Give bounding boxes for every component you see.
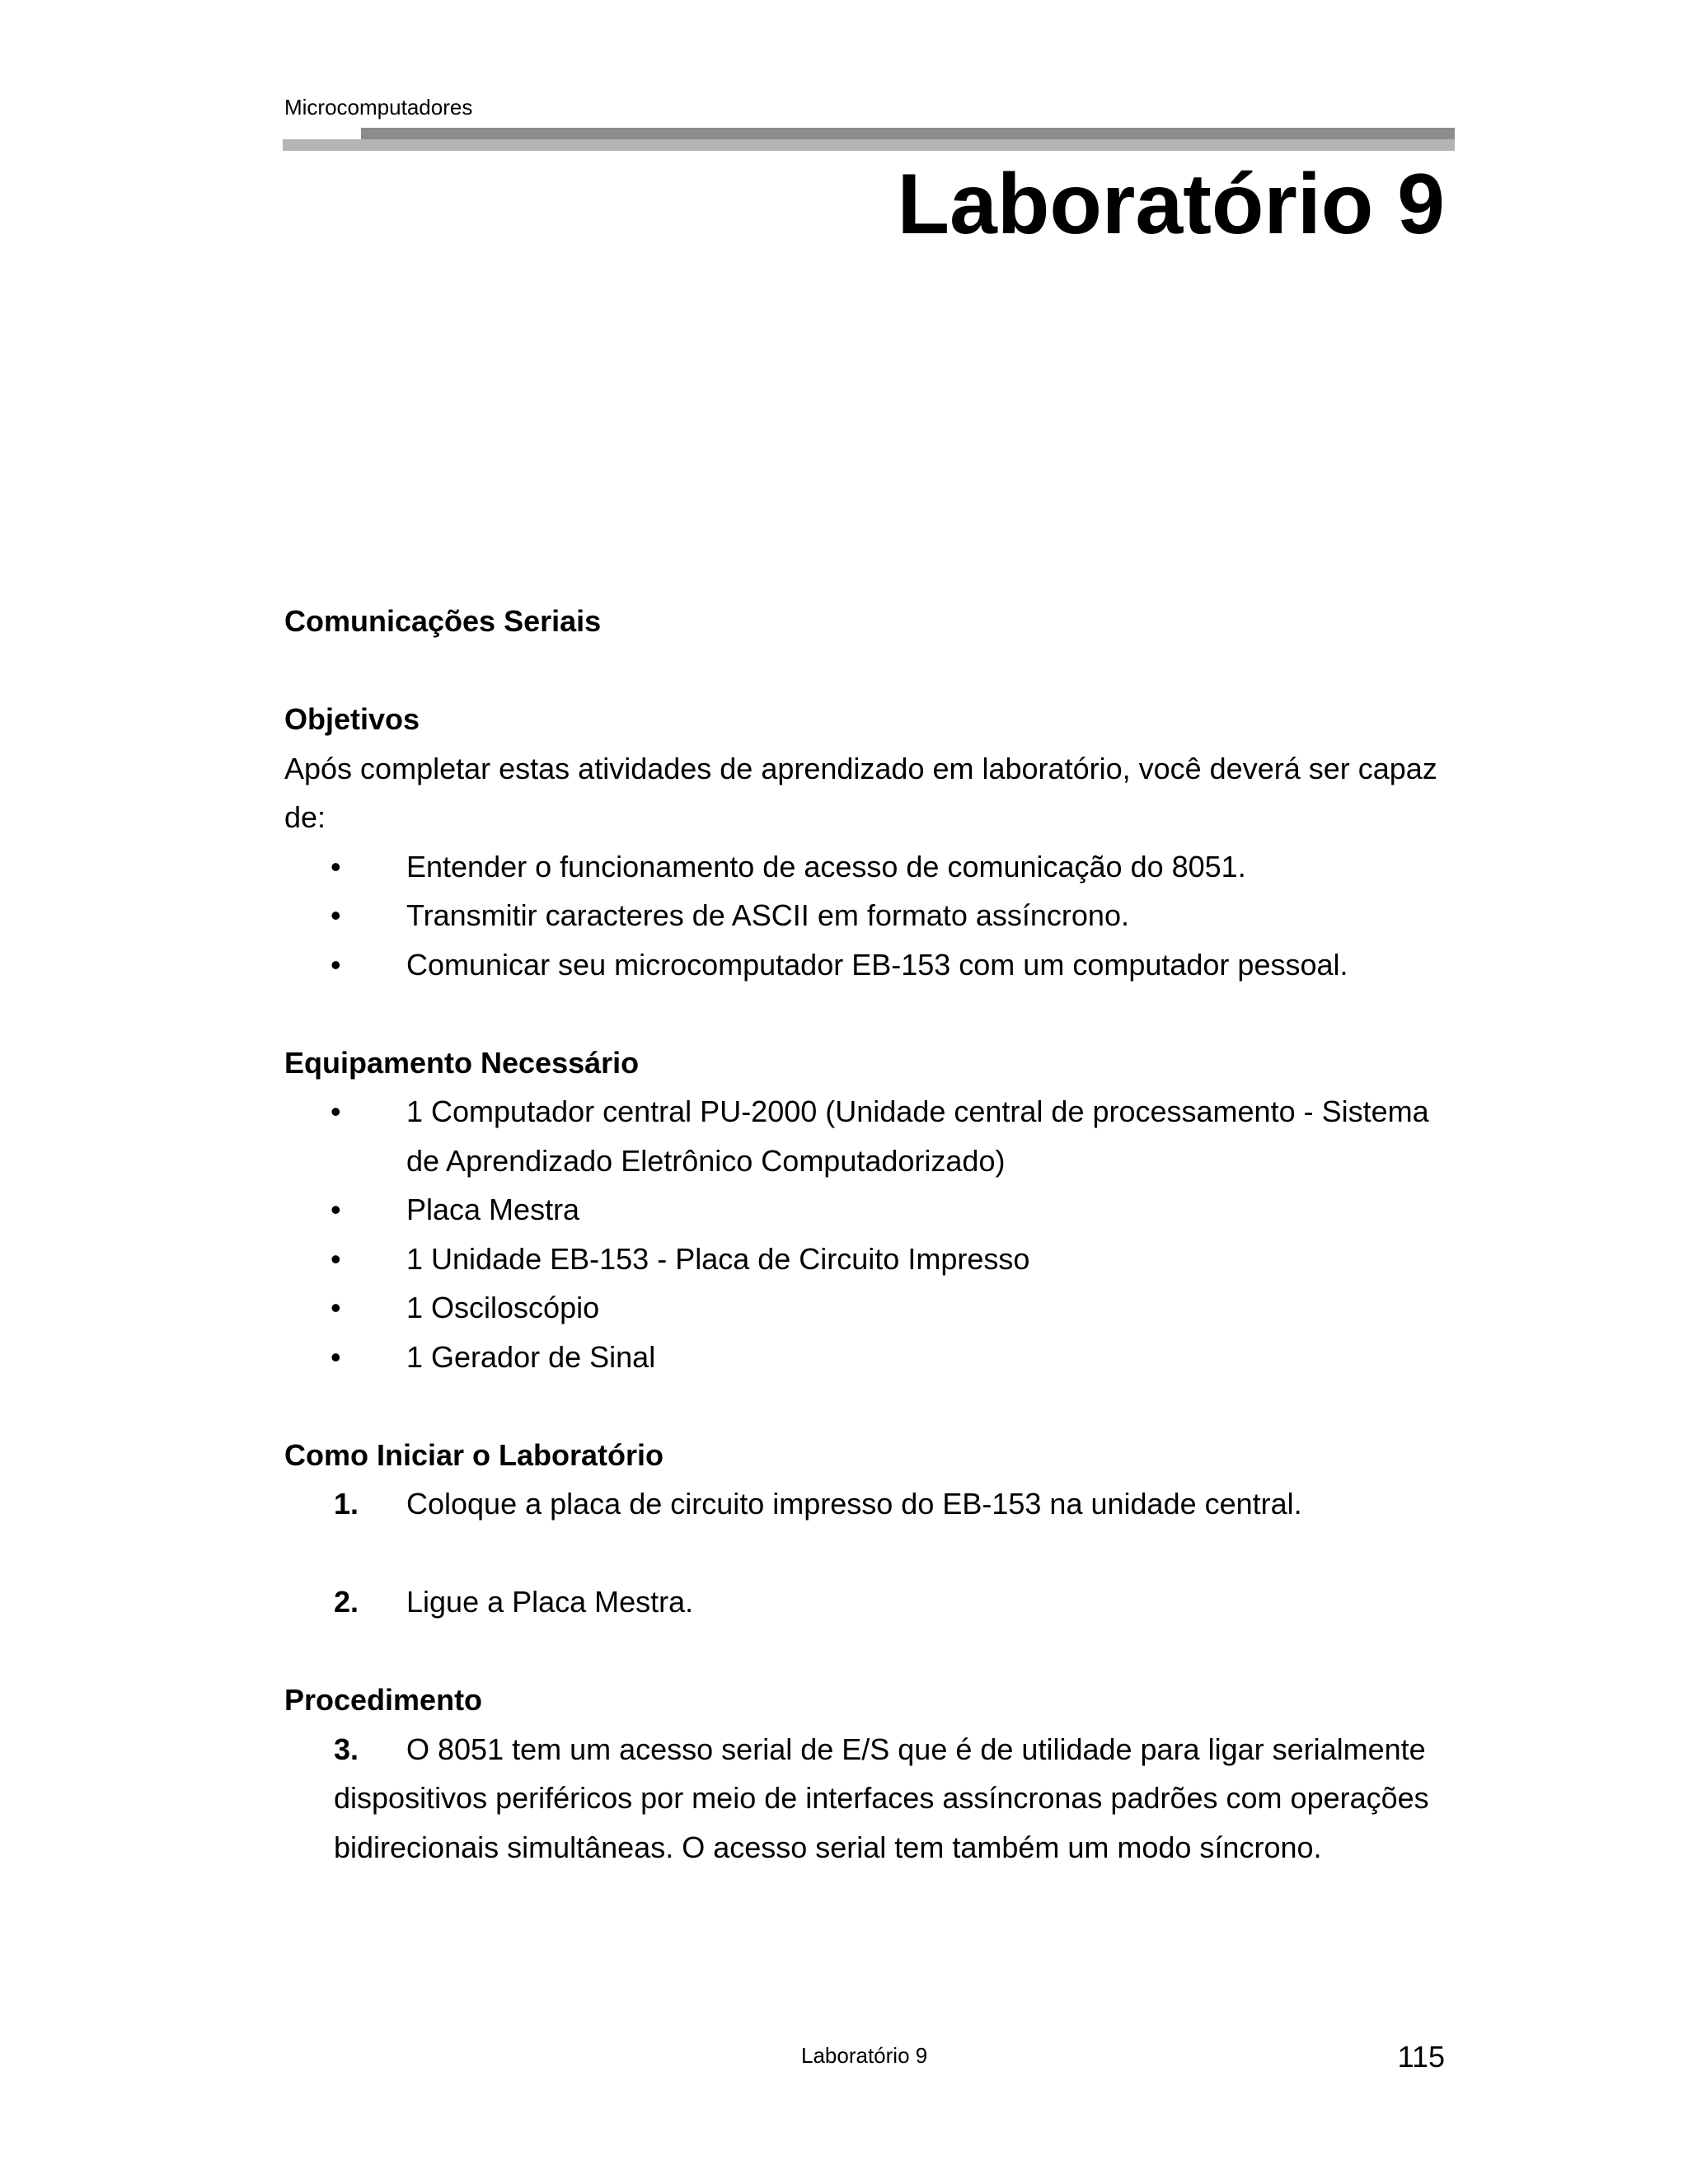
equipment-heading: Equipamento Necessário <box>284 1045 640 1080</box>
bullet-icon: • <box>331 1291 341 1324</box>
spacer <box>284 1529 1455 1578</box>
objectives-heading: Objetivos <box>284 702 420 736</box>
spacer <box>284 1627 1455 1676</box>
running-header: Microcomputadores <box>284 95 473 120</box>
step-text: Coloque a placa de circuito impresso do EB-153 na unidade central. <box>406 1487 1302 1521</box>
procedure-heading: Procedimento <box>284 1683 483 1717</box>
step-item <box>284 1479 1455 1529</box>
bullet-icon: • <box>331 1193 341 1226</box>
page-number: 115 <box>1397 2040 1445 2074</box>
objective-text: Transmitir caracteres de ASCII em formato assíncrono. <box>406 898 1129 932</box>
procedure-step <box>284 1725 1455 1872</box>
list-item <box>284 842 1455 892</box>
step-number: 1. <box>334 1487 359 1521</box>
section-title: Comunicações Seriais <box>284 604 602 638</box>
step-item <box>284 1577 1455 1627</box>
step-text: O 8051 tem um acesso serial de E/S que é de utilidade para ligar serialmente dispositivos periféricos por meio de interfaces assíncronas padrões com operações bidirecionais simultâneas. O acesso serial tem também um modo síncrono. <box>334 1732 1429 1864</box>
objective-text: Entender o funcionamento de acesso de comunicação do 8051. <box>406 849 1246 883</box>
bullet-icon: • <box>331 1241 341 1276</box>
list-item <box>284 1283 1455 1333</box>
list-item <box>284 1333 1455 1382</box>
spacer <box>284 989 1455 1038</box>
bullet-icon: • <box>331 898 341 932</box>
bullet-icon: • <box>331 1339 341 1374</box>
list-item <box>284 940 1455 990</box>
equipment-text: 1 Osciloscópio <box>406 1291 600 1324</box>
equipment-text: 1 Computador central PU-2000 (Unidade central de processamento - Sistema de Aprendizado Eletrônico Computadorizado) <box>406 1094 1429 1178</box>
bullet-icon: • <box>331 947 341 982</box>
header-rule-light <box>283 139 1455 151</box>
list-item <box>284 1235 1455 1284</box>
bullet-icon: • <box>331 1094 341 1128</box>
objective-text: Comunicar seu microcomputador EB-153 com um computador pessoal. <box>406 947 1348 982</box>
header-rule-dark <box>361 128 1455 139</box>
page-content <box>284 597 1455 1872</box>
equipment-text: Placa Mestra <box>406 1193 580 1226</box>
list-item <box>284 1087 1455 1185</box>
chapter-title: Laboratório 9 <box>897 157 1445 252</box>
start-heading: Como Iniciar o Laboratório <box>284 1437 664 1472</box>
spacer <box>284 646 1455 696</box>
list-item <box>284 891 1455 940</box>
footer-label: Laboratório 9 <box>801 2043 928 2068</box>
spacer <box>284 1381 1455 1431</box>
equipment-text: 1 Gerador de Sinal <box>406 1339 656 1374</box>
bullet-icon: • <box>331 849 341 883</box>
step-number: 3. <box>334 1732 359 1766</box>
list-item <box>284 1185 1455 1235</box>
step-text: Ligue a Placa Mestra. <box>406 1585 694 1619</box>
objectives-intro: Após completar estas atividades de aprendizado em laboratório, você deverá ser capaz de: <box>284 751 1437 834</box>
equipment-text: 1 Unidade EB-153 - Placa de Circuito Impresso <box>406 1241 1030 1276</box>
step-number: 2. <box>334 1585 359 1619</box>
